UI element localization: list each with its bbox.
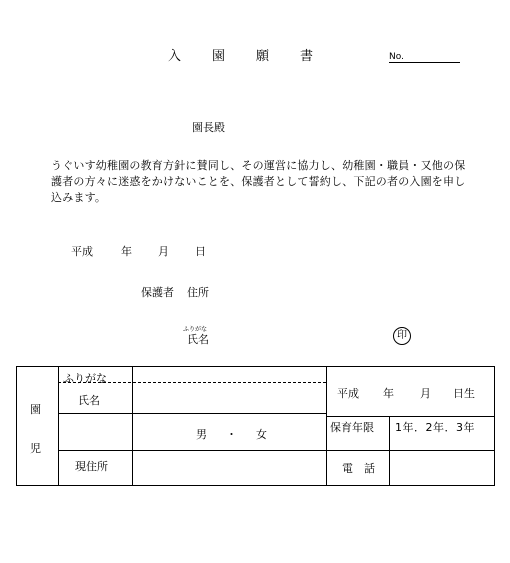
table-left-border: [16, 366, 17, 486]
birth-month: 月: [420, 387, 431, 400]
table-hline-name-bottom: [58, 413, 327, 414]
application-date: [71, 243, 206, 259]
seal-mark: 印: [393, 327, 411, 345]
side-label-bottom: 児: [30, 442, 41, 455]
guardian-label: 保護者: [141, 286, 174, 299]
side-label-top: 園: [30, 403, 41, 416]
title-char-4: 書: [300, 49, 314, 64]
date-month: 月: [158, 245, 169, 258]
child-name-label: 氏名: [78, 394, 100, 407]
guardian-address-label: 住所: [187, 286, 209, 299]
gender-options[interactable]: [196, 426, 267, 442]
birth-year: 年: [383, 387, 394, 400]
table-vline-1: [58, 366, 59, 486]
date-day: 日: [195, 245, 206, 258]
guardian-furigana: ふりがな: [183, 326, 208, 333]
date-era: 平成: [71, 245, 93, 258]
title-char-2: 園: [212, 49, 226, 64]
birth-era: 平成: [337, 387, 359, 400]
title-char-1: 入: [168, 49, 182, 64]
child-info-table: [16, 366, 495, 486]
term-options[interactable]: 1年．2年．3年: [395, 421, 475, 434]
table-vline-2: [132, 366, 133, 486]
table-hline-birth-bottom: [326, 416, 495, 417]
form-title: [168, 45, 344, 64]
phone-label: 電 話: [342, 462, 375, 475]
child-address-label: 現住所: [75, 460, 108, 473]
birth-suffix: 日生: [453, 387, 475, 400]
number-label: No.: [389, 52, 404, 62]
declaration-text: うぐいす幼稚園の教育方針に賛同し、その運営に協力し、幼稚園・職員・又他の保護者の方々に迷惑をかけないことを、保護者として誓約し、下記の者の入園を申し込みます。: [51, 159, 466, 204]
table-vline-3: [326, 366, 327, 486]
table-vline-4: [389, 416, 390, 486]
child-furigana-label: ふりがな: [63, 372, 107, 385]
title-char-3: 願: [256, 49, 270, 64]
table-right-border: [494, 366, 495, 486]
gender-female[interactable]: 女: [256, 428, 267, 441]
gender-separator: ・: [226, 428, 237, 441]
date-year: 年: [121, 245, 132, 258]
term-label: 保育年限: [330, 421, 374, 434]
birth-date: [337, 385, 475, 401]
table-hline-address-top: [58, 450, 495, 451]
number-field-line[interactable]: [389, 62, 460, 63]
addressee: 園長殿: [192, 121, 225, 134]
guardian-name-label: 氏名: [187, 333, 209, 346]
guardian-address-row: [141, 284, 209, 300]
gender-male[interactable]: 男: [196, 428, 207, 441]
table-top-border: [16, 366, 495, 367]
table-bottom-border: [16, 485, 495, 486]
